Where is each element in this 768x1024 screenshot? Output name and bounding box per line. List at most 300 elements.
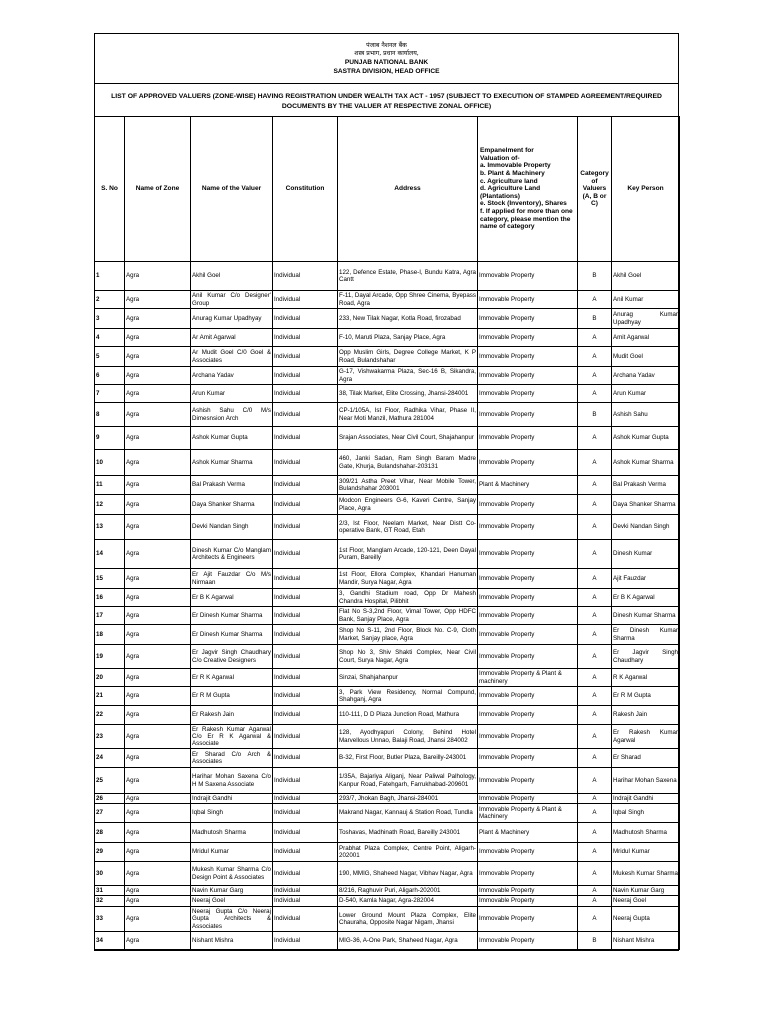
cell-key-person: Amit Agarwal (612, 329, 680, 347)
cell-address: G-17, Vishwakarma Plaza, Sec-16 B, Sikandra, Agra (339, 368, 476, 383)
cell-constitution: Individual (273, 896, 338, 907)
cell-category: A (578, 768, 612, 794)
cell-constitution: Individual (273, 886, 338, 896)
col-valuer: Name of the Valuer (191, 117, 273, 262)
cell-address: 293/7, Jhokan Bagh, Jhansi-284001 (338, 794, 478, 804)
cell-address: 128, Ayodhyapuri Colony, Behind Hotel Marvellous Unnao, Balaji Road, Jhansi 284002 (338, 725, 478, 749)
cell-category: A (578, 645, 612, 669)
cell-address: 110-111, D D Plaza Junction Road, Mathura (338, 706, 478, 725)
division-name: SASTRA DIVISION, HEAD OFFICE (333, 67, 440, 75)
cell-zone: Agra (125, 794, 191, 804)
cell-valuer: Archana Yadav (191, 367, 273, 385)
cell-key-person: Mukesh Kumar Sharma (612, 862, 680, 886)
table-row (95, 823, 680, 843)
cell-address: Sinzai, Shahjahanpur (338, 669, 478, 687)
table-row (95, 607, 680, 625)
cell-sno: 18 (95, 625, 125, 645)
cell-category: B (578, 403, 612, 427)
cell-empanelment: Immovable Property (478, 625, 578, 645)
col-address: Address (338, 117, 478, 262)
cell-key-person: Anurag Kumar Upadhyay (612, 309, 680, 329)
cell-empanelment: Immovable Property (478, 403, 578, 427)
table-row (95, 687, 680, 706)
cell-sno: 33 (95, 907, 125, 932)
cell-empanelment: Immovable Property (478, 687, 578, 706)
cell-valuer: Er Rakesh Kumar Agarwal C/o Er R K Agarwal & Associate (192, 725, 271, 748)
cell-key-person: R K Agarwal (612, 669, 680, 687)
cell-category: A (578, 687, 612, 706)
cell-empanelment: Immovable Property (478, 385, 578, 403)
cell-sno: 23 (95, 725, 125, 749)
cell-empanelment: Immovable Property (478, 749, 578, 768)
cell-valuer: Nishant Mishra (191, 932, 273, 950)
cell-sno: 30 (95, 862, 125, 886)
cell-sno: 15 (95, 569, 125, 589)
cell-zone: Agra (125, 706, 191, 725)
cell-address: 3, Gandhi Stadium road, Opp Dr Mahesh Chandra Hospital, Pilibhit (339, 590, 476, 605)
cell-zone: Agra (125, 607, 191, 625)
cell-empanelment: Immovable Property (478, 706, 578, 725)
cell-category: A (578, 540, 612, 569)
table-row (95, 403, 680, 427)
cell-key-person: Dinesh Kumar (612, 540, 680, 569)
cell-sno: 4 (95, 329, 125, 347)
hindi-division: शस्त्र प्रभाग, प्रधान कार्यालय, (354, 50, 419, 58)
cell-key-person: Indrajit Gandhi (612, 794, 680, 804)
cell-key-person: Dinesh Kumar Sharma (612, 607, 680, 625)
cell-sno: 29 (95, 843, 125, 862)
cell-address: 309/21 Astha Preet Vihar, Near Mobile Tower, Bulandshahar 203001 (338, 476, 478, 495)
bank-name: PUNJAB NATIONAL BANK (344, 58, 429, 66)
cell-zone: Agra (125, 843, 191, 862)
cell-address: Opp Muslim Girls, Degree College Market, K P Road, Bulandshahar (338, 347, 478, 367)
cell-address: 38, Tilak Market, Elite Crossing, Jhansi-284001 (338, 385, 478, 403)
list-title: LIST OF APPROVED VALUERS (ZONE-WISE) HAVING REGISTRATION UNDER WEALTH TAX ACT - 1957 (SUBJECT TO EXECUTION OF STAMPED AGREEMENT/REQUIRED DOCUMENTS BY THE VALUER AT RESPECTIVE ZONAL OFFICE) (95, 84, 678, 117)
cell-empanelment: Immovable Property (478, 768, 578, 794)
cell-sno: 17 (95, 607, 125, 625)
cell-valuer: Er Dinesh Kumar Sharma (191, 625, 273, 645)
table-header-row (95, 117, 680, 262)
cell-key-person: Neeraj Gupta (612, 907, 680, 932)
table-row (95, 367, 680, 385)
cell-zone: Agra (125, 768, 191, 794)
cell-zone: Agra (125, 367, 191, 385)
cell-valuer: Madhutosh Sharma (191, 823, 273, 843)
cell-key-person: Ashok Kumar Sharma (612, 450, 680, 476)
empanelment-line: f. If applied for more than one category, please mention the name of category (480, 207, 573, 231)
table-row (95, 589, 680, 607)
cell-category: A (578, 495, 612, 515)
empanelment-line: Empanelment for (480, 147, 534, 155)
cell-sno: 1 (95, 262, 125, 291)
cell-category: A (578, 385, 612, 403)
cell-sno: 26 (95, 794, 125, 804)
cell-sno: 21 (95, 687, 125, 706)
cell-constitution: Individual (273, 403, 338, 427)
cell-valuer: Er R M Gupta (191, 687, 273, 706)
cell-address: Srajan Associates, Near Civil Court, Shajahanpur (338, 427, 478, 450)
cell-category: A (578, 794, 612, 804)
cell-address: Makrand Nagar, Kannauj & Station Road, Tundla (338, 804, 478, 823)
cell-valuer: Er Jagvir Singh Chaudhary C/o Creative Designers (191, 645, 273, 669)
cell-zone: Agra (125, 907, 191, 932)
cell-category: B (578, 932, 612, 950)
cell-key-person: Rakesh Jain (612, 706, 680, 725)
empanelment-line: e. Stock (Inventory), Shares (480, 200, 567, 208)
cell-sno: 13 (95, 515, 125, 540)
cell-empanelment: Immovable Property (478, 309, 578, 329)
cell-sno: 25 (95, 768, 125, 794)
cell-constitution: Individual (273, 367, 338, 385)
cell-sno: 9 (95, 427, 125, 450)
cell-valuer: Er Sharad C/o Arch & Associates (191, 749, 273, 768)
cell-valuer: Ashish Sahu C/0 M/s Dimesnsion Arch (191, 403, 273, 427)
cell-valuer: Harihar Mohan Saxena C/o H M Saxena Associate (191, 768, 273, 794)
cell-empanelment: Immovable Property (478, 645, 578, 669)
col-sno: S. No (95, 117, 125, 262)
cell-constitution: Individual (273, 725, 338, 749)
cell-zone: Agra (125, 569, 191, 589)
cell-key-person: Bal Prakash Verma (612, 476, 680, 495)
cell-valuer: Er Ajit Fauzdar C/o M/s Nirmaan (191, 569, 273, 589)
cell-key-person: Er Sharad (612, 749, 680, 768)
cell-sno: 3 (95, 309, 125, 329)
cell-constitution: Individual (273, 515, 338, 540)
cell-zone: Agra (125, 823, 191, 843)
cell-empanelment: Immovable Property (478, 607, 578, 625)
cell-category: A (578, 896, 612, 907)
cell-zone: Agra (125, 886, 191, 896)
table-row (95, 385, 680, 403)
cell-sno: 22 (95, 706, 125, 725)
cell-address: Flat No S-3,2nd Floor, Vimal Tower, Opp HDFC Bank, Sanjay Place, Agra (339, 608, 476, 623)
cell-address: B-32, First Floor, Butler Plaza, Bareilly-243001 (338, 749, 478, 768)
cell-valuer: Anurag Kumar Upadhyay (191, 309, 273, 329)
cell-constitution: Individual (273, 749, 338, 768)
cell-address: CP-1/105A, Ist Floor, Radhika Vihar, Phase II, Near Moti Manzil, Mathura 281004 (338, 403, 478, 427)
table-row (95, 843, 680, 862)
cell-valuer: Akhil Goel (191, 262, 273, 291)
table-row (95, 569, 680, 589)
cell-empanelment: Immovable Property (478, 495, 578, 515)
cell-valuer: Er Rakesh Jain (191, 706, 273, 725)
table-row (95, 804, 680, 823)
cell-sno: 32 (95, 896, 125, 907)
cell-address: Shop No 3, Shiv Shakti Complex, Near Civil Court, Surya Nagar, Agra (338, 645, 478, 669)
cell-empanelment: Immovable Property (478, 862, 578, 886)
cell-zone: Agra (125, 896, 191, 907)
cell-category: A (578, 625, 612, 645)
cell-zone: Agra (125, 515, 191, 540)
cell-category: A (578, 907, 612, 932)
cell-zone: Agra (125, 291, 191, 309)
cell-constitution: Individual (273, 625, 338, 645)
table-row (95, 725, 680, 749)
cell-zone: Agra (125, 262, 191, 291)
empanelment-line: Valuation of- (480, 154, 520, 162)
cell-sno: 28 (95, 823, 125, 843)
cell-sno: 31 (95, 886, 125, 896)
empanelment-line: c. Agriculture land (480, 177, 538, 185)
cell-constitution: Individual (273, 427, 338, 450)
cell-address: 1st Floor, Ellora Complex, Khandari Hanuman Mandir, Surya Nagar, Agra (338, 569, 478, 589)
cell-zone: Agra (125, 725, 191, 749)
cell-zone: Agra (125, 589, 191, 607)
cell-empanelment: Immovable Property (478, 725, 578, 749)
cell-address: 460, Janki Sadan, Ram Singh Baram Madre Gate, Khurja, Bulandshahar-203131 (338, 450, 478, 476)
cell-sno: 34 (95, 932, 125, 950)
cell-constitution: Individual (273, 862, 338, 886)
cell-key-person: Harihar Mohan Saxena (612, 768, 680, 794)
document-page (94, 33, 679, 951)
cell-address: 3, Park View Residency, Normal Compund, Shahganj, Agra (338, 687, 478, 706)
table-row (95, 862, 680, 886)
cell-valuer: Ashok Kumar Gupta (191, 427, 273, 450)
cell-address: 190, MMIG, Shaheed Nagar, Vibhav Nagar, Agra (338, 862, 478, 886)
cell-category: A (578, 862, 612, 886)
cell-zone: Agra (125, 932, 191, 950)
cell-address: Lower Ground Mount Plaza Complex, Elite Chauraha, Opposite Nagar Nigam, Jhansi (338, 907, 478, 932)
cell-category: A (578, 329, 612, 347)
cell-constitution: Individual (273, 495, 338, 515)
cell-address: 233, New Tilak Nagar, Kotla Road, firozabad (338, 309, 478, 329)
cell-sno: 10 (95, 450, 125, 476)
cell-category: A (578, 843, 612, 862)
table-row (95, 309, 680, 329)
cell-zone: Agra (125, 862, 191, 886)
table-row (95, 794, 680, 804)
cell-constitution: Individual (273, 687, 338, 706)
cell-address: 2/3, Ist Floor, Neelam Market, Near Distt Co-operative Bank, GT Road, Etah (338, 515, 478, 540)
cell-zone: Agra (125, 385, 191, 403)
cell-constitution: Individual (273, 291, 338, 309)
cell-category: A (578, 569, 612, 589)
cell-zone: Agra (125, 476, 191, 495)
cell-zone: Agra (125, 427, 191, 450)
table-row (95, 896, 680, 907)
cell-category: A (578, 804, 612, 823)
cell-constitution: Individual (273, 569, 338, 589)
cell-valuer: Iqbal Singh (191, 804, 273, 823)
cell-key-person: Daya Shanker Sharma (612, 495, 680, 515)
cell-constitution: Individual (273, 768, 338, 794)
cell-category: A (578, 291, 612, 309)
cell-key-person: Arun Kumar (612, 385, 680, 403)
cell-empanelment: Immovable Property (478, 515, 578, 540)
cell-key-person: Er Dinesh Kumar Sharma (612, 625, 680, 645)
table-row (95, 427, 680, 450)
cell-valuer: Mridul Kumar (191, 843, 273, 862)
table-row (95, 625, 680, 645)
cell-empanelment: Immovable Property (478, 794, 578, 804)
cell-constitution: Individual (273, 794, 338, 804)
cell-key-person: Er Jagvir Singh Chaudhary (612, 645, 680, 669)
cell-key-person: Anil Kumar (612, 291, 680, 309)
cell-address: D-540, Kamla Nagar, Agra-282004 (338, 896, 478, 907)
cell-empanelment: Immovable Property & Plant & Machinery (478, 804, 578, 823)
cell-constitution: Individual (273, 804, 338, 823)
cell-category: A (578, 706, 612, 725)
cell-zone: Agra (125, 804, 191, 823)
cell-address: Shop No S-11, 2nd Floor, Block No. C-9, Cloth Market, Sanjay place, Agra (338, 625, 478, 645)
table-row (95, 476, 680, 495)
cell-zone: Agra (125, 687, 191, 706)
table-row (95, 886, 680, 896)
cell-category: A (578, 725, 612, 749)
table-row (95, 262, 680, 291)
cell-address: 122, Defence Estate, Phase-I, Bundu Katra, Agra Cantt (338, 262, 478, 291)
cell-key-person: Ashok Kumar Gupta (612, 427, 680, 450)
cell-key-person: Mudit Goel (612, 347, 680, 367)
cell-empanelment: Immovable Property (478, 932, 578, 950)
cell-valuer: Ar Amit Agarwal (191, 329, 273, 347)
table-row (95, 495, 680, 515)
cell-address: Prabhat Plaza Complex, Centre Point, Aligarh-202001 (338, 843, 478, 862)
cell-zone: Agra (125, 329, 191, 347)
cell-empanelment: Immovable Property & Plant & machinery (478, 669, 578, 687)
cell-sno: 7 (95, 385, 125, 403)
cell-valuer: Arun Kumar (191, 385, 273, 403)
table-row (95, 540, 680, 569)
cell-key-person: Archana Yadav (612, 367, 680, 385)
cell-category: A (578, 669, 612, 687)
cell-valuer: Neeraj Goel (191, 896, 273, 907)
cell-valuer: Er B K Agarwal (191, 589, 273, 607)
cell-valuer: Neeraj Gupta C/o Neeraj Gupta Architects & Associates (192, 908, 271, 930)
cell-zone: Agra (125, 309, 191, 329)
cell-key-person: Er R M Gupta (612, 687, 680, 706)
cell-valuer: Bal Prakash Verma (191, 476, 273, 495)
col-zone: Name of Zone (125, 117, 191, 262)
table-row (95, 347, 680, 367)
cell-constitution: Individual (273, 262, 338, 291)
cell-zone: Agra (125, 749, 191, 768)
cell-category: B (578, 262, 612, 291)
cell-valuer: Ashok Kumar Sharma (191, 450, 273, 476)
cell-sno: 20 (95, 669, 125, 687)
table-row (95, 291, 680, 309)
cell-empanelment: Immovable Property (478, 450, 578, 476)
cell-category: A (578, 367, 612, 385)
table-row (95, 932, 680, 950)
cell-key-person: Madhutosh Sharma (612, 823, 680, 843)
cell-sno: 19 (95, 645, 125, 669)
cell-valuer: Er R K Agarwal (191, 669, 273, 687)
cell-constitution: Individual (273, 385, 338, 403)
cell-category: A (578, 347, 612, 367)
cell-sno: 8 (95, 403, 125, 427)
cell-constitution: Individual (273, 706, 338, 725)
cell-sno: 24 (95, 749, 125, 768)
cell-empanelment: Immovable Property (478, 843, 578, 862)
cell-empanelment: Immovable Property (478, 367, 578, 385)
cell-category: A (578, 607, 612, 625)
cell-valuer: Navin Kumar Garg (191, 886, 273, 896)
cell-zone: Agra (125, 669, 191, 687)
cell-empanelment: Immovable Property (478, 291, 578, 309)
col-empanelment (478, 117, 578, 262)
cell-sno: 27 (95, 804, 125, 823)
cell-key-person: Ashish Sahu (612, 403, 680, 427)
cell-key-person: Er B K Agarwal (612, 589, 680, 607)
cell-category: B (578, 309, 612, 329)
cell-empanelment: Immovable Property (478, 540, 578, 569)
cell-empanelment: Immovable Property (478, 569, 578, 589)
cell-valuer: Indrajit Gandhi (191, 794, 273, 804)
table-row (95, 669, 680, 687)
cell-constitution: Individual (273, 823, 338, 843)
cell-category: A (578, 427, 612, 450)
cell-sno: 2 (95, 291, 125, 309)
cell-zone: Agra (125, 645, 191, 669)
cell-constitution: Individual (273, 309, 338, 329)
table-row (95, 450, 680, 476)
empanelment-line: a. Immovable Property (480, 162, 551, 170)
cell-address: Toshavas, Madhinath Road, Bareilly 243001 (338, 823, 478, 843)
col-category: Category of Valuers (A, B or C) (578, 117, 612, 262)
cell-category: A (578, 823, 612, 843)
cell-address: MIG-36, A-One Park, Shaheed Nagar, Agra (338, 932, 478, 950)
cell-valuer: Er Dinesh Kumar Sharma (191, 607, 273, 625)
cell-valuer: Anil Kumar C/o Designer' Group (192, 292, 271, 307)
cell-category: A (578, 589, 612, 607)
table-row (95, 907, 680, 932)
valuers-table (94, 116, 680, 950)
cell-constitution: Individual (273, 932, 338, 950)
cell-constitution: Individual (273, 669, 338, 687)
cell-category: A (578, 450, 612, 476)
cell-empanelment: Plant & Machinery (478, 823, 578, 843)
table-row (95, 749, 680, 768)
cell-empanelment: Immovable Property (478, 427, 578, 450)
cell-empanelment: Immovable Property (478, 907, 578, 932)
cell-address: F-10, Maruti Plaza, Sanjay Place, Agra (338, 329, 478, 347)
cell-valuer: Devki Nandan Singh (191, 515, 273, 540)
cell-key-person: Neeraj Goel (612, 896, 680, 907)
cell-valuer: Mukesh Kumar Sharma C/o Design Point & Associates (191, 862, 273, 886)
cell-constitution: Individual (273, 607, 338, 625)
cell-empanelment: Plant & Machinery (478, 476, 578, 495)
cell-zone: Agra (125, 540, 191, 569)
cell-constitution: Individual (273, 907, 338, 932)
cell-zone: Agra (125, 495, 191, 515)
empanelment-line: d. Agriculture Land (Plantations) (480, 185, 541, 200)
cell-sno: 6 (95, 367, 125, 385)
table-row (95, 706, 680, 725)
cell-category: A (578, 476, 612, 495)
cell-zone: Agra (125, 450, 191, 476)
table-row (95, 329, 680, 347)
cell-valuer: Ar Mudit Goel C/0 Goel & Associates (191, 347, 273, 367)
cell-empanelment: Immovable Property (478, 886, 578, 896)
cell-valuer: Dinesh Kumar C/o Manglam Architects & Engineers (191, 540, 273, 569)
cell-sno: 16 (95, 589, 125, 607)
cell-constitution: Individual (273, 645, 338, 669)
cell-address: 8/216, Raghuvir Puri, Aligarh-202001 (338, 886, 478, 896)
cell-empanelment: Immovable Property (478, 896, 578, 907)
cell-key-person: Nishant Mishra (612, 932, 680, 950)
cell-key-person: Er Rakesh Kumar Agarwal (612, 725, 680, 749)
table-row (95, 645, 680, 669)
cell-constitution: Individual (273, 540, 338, 569)
cell-empanelment: Immovable Property (478, 589, 578, 607)
cell-empanelment: Immovable Property (478, 262, 578, 291)
cell-sno: 5 (95, 347, 125, 367)
cell-zone: Agra (125, 625, 191, 645)
cell-sno: 12 (95, 495, 125, 515)
cell-category: A (578, 515, 612, 540)
table-row (95, 515, 680, 540)
